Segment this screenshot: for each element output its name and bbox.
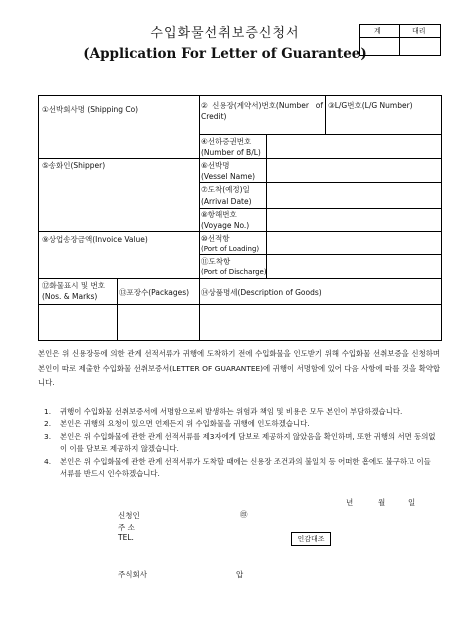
divider [199, 96, 200, 278]
divider [199, 134, 441, 135]
field-lg-number: ③L/G번호(L/G Number) [328, 101, 413, 110]
field-bl-number-en: (Number of B/L) [201, 148, 261, 157]
field-shipper: ⑤송화인(Shipper) [42, 161, 106, 170]
field-vessel-name: ⑥선박명 [201, 161, 230, 170]
notice-text: 본인은 위 신용장등에 의한 관계 선적서류가 귀행에 도착하기 전에 수입화물을 인도받기 위해 수입화물 선취보증을 신청하며 본인이 따로 제출한 수입화물 선취보증서(LETTER OF GUARANTEE)에 귀행이 서명함에 있어 다음 사항에 따를 것을 확약합니다. [38, 349, 440, 387]
divider [39, 158, 441, 159]
field-packages: ⑬포장수(Packages) [119, 288, 190, 297]
item-number: 2. [44, 419, 52, 429]
item-number: 1. [44, 407, 52, 416]
field-port-loading: ⑩선적항 [201, 234, 230, 243]
address-label: 주 소 [118, 523, 135, 532]
list-item [44, 418, 436, 430]
item-text: 본인은 위 수입화물에 관한 관계 선적서류를 제3자에게 담보로 제공하지 않았음을 확인하며, 또한 귀행의 서면 동의없이 이를 담보로 제공하지 않겠습니다. [60, 431, 436, 454]
divider [266, 134, 267, 158]
field-voyage-no: ⑧항해번호 [201, 210, 237, 219]
item-text: 귀행이 수입화물 선취보증서에 서명함으로써 발생하는 위험과 책임 및 비용은 모두 본인이 부담하겠습니다. [60, 407, 403, 416]
field-bl-number: ④선하증권번호 [201, 137, 252, 146]
date-day-label: 일 [408, 498, 416, 507]
company-label: 주식회사 [118, 570, 147, 579]
divider [291, 545, 331, 546]
divider [39, 278, 441, 279]
approval-col1-label: 계 [374, 27, 381, 35]
applicant-label: 신청인 [118, 511, 140, 520]
list-item [44, 406, 436, 418]
field-vessel-name-en: (Vessel Name) [201, 172, 256, 181]
divider [117, 278, 118, 340]
seal-mark-2: 압 [236, 570, 244, 579]
field-voyage-no-en: (Voyage No.) [201, 221, 250, 230]
page-subtitle: (Application For Letter of Guarantee) [83, 46, 367, 62]
divider [39, 304, 441, 305]
divider [330, 532, 331, 546]
stamp-comparison-box: 인감대조 [291, 532, 331, 546]
approval-divider [399, 25, 400, 55]
list-item [44, 456, 436, 481]
field-port-loading-en: (Port of Loading) [201, 245, 260, 253]
approval-col2-label: 대리 [412, 27, 426, 35]
field-port-discharge: ⑪도착항 [201, 257, 231, 266]
item-number: 4. [44, 456, 52, 466]
seal-mark: ㊞ [240, 510, 248, 519]
field-invoice-value: ⑨상업송장금액(Invoice Value) [42, 235, 148, 244]
item-text: 본인은 귀행의 요청이 있으면 언제든지 위 수입화물을 귀행에 인도하겠습니다. [60, 419, 310, 429]
item-number: 3. [44, 431, 52, 441]
field-credit-number: ②신용장(계약서)번호(Number of Credit) [201, 101, 323, 121]
divider [199, 278, 200, 340]
approval-box [359, 24, 441, 56]
field-arrival-date: ⑦도착(예정)일 [201, 185, 250, 194]
field-marks-en: (Nos. & Marks) [42, 292, 98, 301]
divider [39, 231, 441, 232]
date-year-label: 년 [346, 498, 354, 507]
tel-label: TEL. [118, 533, 134, 542]
field-arrival-date-en: (Arrival Date) [201, 197, 252, 206]
divider [199, 182, 441, 183]
page-title: 수입화물선취보증신청서 [150, 26, 300, 41]
divider [325, 96, 326, 134]
item-text: 본인은 위 수입화물에 관한 관계 선적서류가 도착할 때에는 신용장 조건과의 불일치 등 어떠한 흠에도 불구하고 이들 서류를 반드시 인수하겠습니다. [60, 456, 431, 479]
date-month-label: 월 [378, 498, 386, 507]
field-goods-description: ⑭상품명세(Description of Goods) [201, 288, 322, 297]
approval-header [360, 25, 440, 38]
field-port-discharge-en: (Port of Discharge) [201, 268, 267, 276]
field-marks: ⑫화물표시 및 번호 [42, 281, 105, 290]
terms-list [44, 406, 436, 480]
field-shipping-co: ①선박회사명 (Shipping Co) [42, 105, 139, 114]
divider [266, 158, 267, 278]
application-form [38, 95, 442, 341]
list-item [44, 431, 436, 456]
